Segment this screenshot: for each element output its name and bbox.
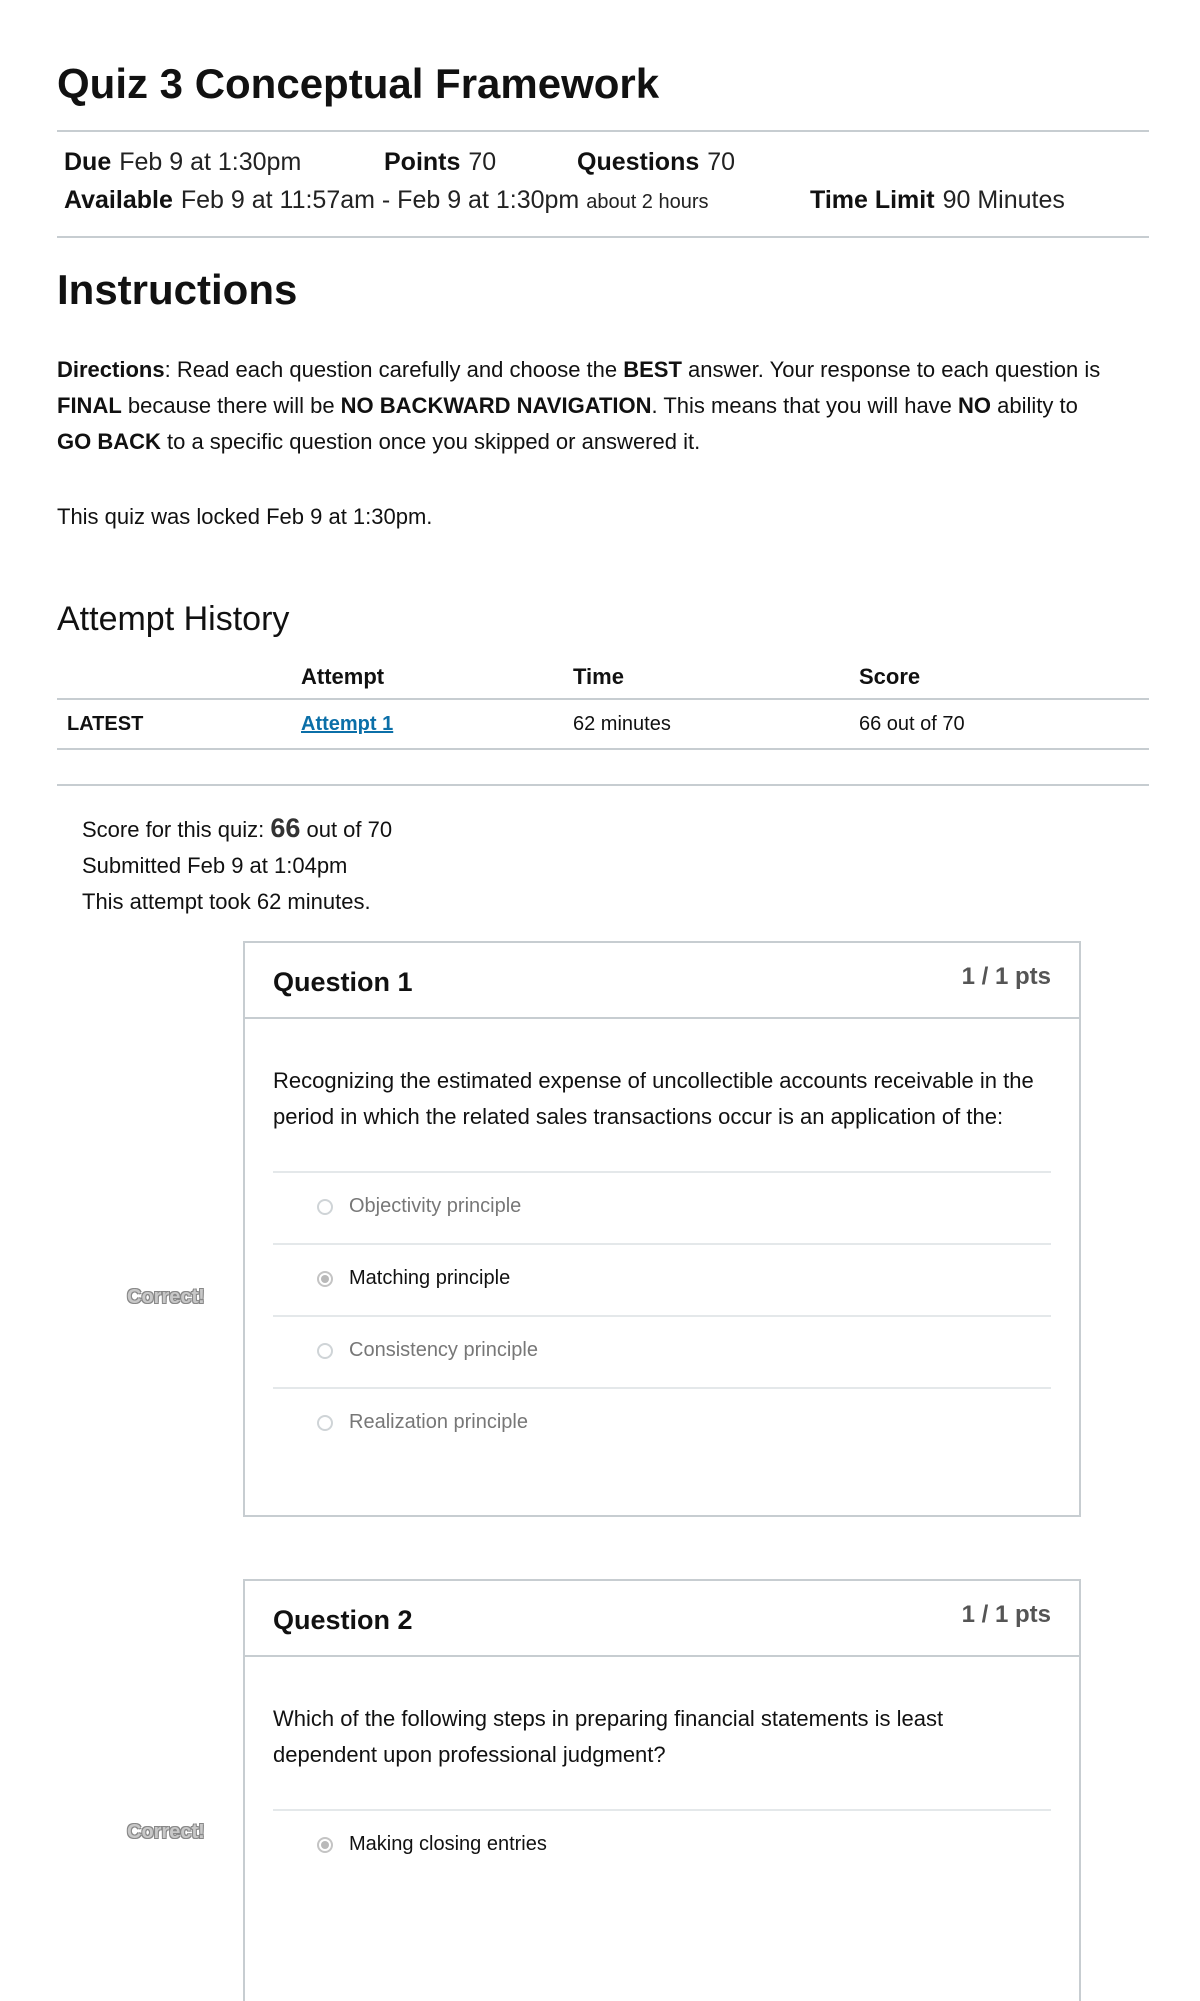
radio-button[interactable]: [317, 1415, 333, 1431]
correct-answer-tag: Correct!: [127, 1280, 243, 1315]
answer-label: Realization principle: [349, 1411, 528, 1433]
radio-button-selected[interactable]: [317, 1837, 333, 1853]
directions-emphasis: NO BACKWARD NAVIGATION: [340, 393, 652, 418]
divider: [57, 130, 1149, 132]
questions-value: 70: [707, 148, 736, 176]
time-cell: 62 minutes: [563, 699, 849, 749]
column-header: Attempt: [291, 656, 563, 699]
instructions-heading: Instructions: [57, 266, 298, 313]
points-meta: [384, 148, 496, 177]
time-limit-label: Time Limit: [810, 186, 935, 214]
directions-text: [57, 352, 1117, 460]
answer-label: Making closing entries: [349, 1833, 547, 1855]
divider: [57, 784, 1149, 786]
answer-option[interactable]: [273, 1315, 1051, 1387]
table-header-row: [57, 656, 1149, 699]
attempt-duration: This attempt took 62 minutes.: [82, 889, 371, 914]
answer-list: [273, 1809, 1051, 1881]
radio-button[interactable]: [317, 1199, 333, 1215]
question-header: [245, 943, 1079, 1019]
directions-text-part: ability to: [991, 393, 1078, 418]
score-line: [82, 810, 392, 848]
time-limit-meta: [810, 186, 1065, 215]
radio-button-selected[interactable]: [317, 1271, 333, 1287]
correct-answer-tag: Correct!: [127, 1815, 243, 1850]
score-summary: [82, 810, 392, 920]
directions-emphasis: FINAL: [57, 393, 122, 418]
answer-option-selected[interactable]: [273, 1243, 1051, 1315]
question-header: [245, 1581, 1079, 1657]
score-value: 66: [270, 813, 301, 843]
attempt-1-link[interactable]: Attempt 1: [301, 712, 394, 735]
score-cell: 66 out of 70: [849, 699, 1149, 749]
submitted-time: Submitted Feb 9 at 1:04pm: [82, 853, 348, 878]
question-points: 1 / 1 pts: [961, 1601, 1051, 1628]
directions-text-part: because there will be: [121, 393, 341, 418]
answer-label: Matching principle: [349, 1267, 511, 1289]
directions-label: Directions: [57, 357, 165, 382]
directions-emphasis: NO: [958, 393, 992, 418]
question-card: [243, 941, 1081, 1517]
question-text: Recognizing the estimated expense of uncollectible accounts receivable in the period in which the related sales transactions occur is an application of the:: [273, 1068, 1034, 1129]
points-label: Points: [384, 148, 461, 176]
question-points: 1 / 1 pts: [961, 963, 1051, 990]
directions-text-part: : Read each question carefully and choose the: [164, 357, 624, 382]
score-prefix: Score for this quiz:: [82, 817, 271, 842]
questions-meta: [577, 148, 735, 177]
due-value: Feb 9 at 1:30pm: [119, 148, 302, 176]
directions-emphasis: GO BACK: [57, 429, 161, 454]
radio-button[interactable]: [317, 1343, 333, 1359]
quiz-meta-row-1: [64, 148, 301, 177]
column-header: Score: [849, 656, 1149, 699]
answer-option-selected[interactable]: [273, 1809, 1051, 1881]
directions-text-part: to a specific question once you skipped or answered it.: [160, 429, 701, 454]
attempt-history-table: [57, 656, 1149, 750]
column-header: Time: [563, 656, 849, 699]
directions-emphasis: BEST: [623, 357, 682, 382]
available-note: about 2 hours: [586, 191, 709, 213]
due-label: Due: [64, 148, 112, 176]
available-meta: [64, 186, 709, 215]
answer-label: Consistency principle: [349, 1339, 538, 1361]
points-value: 70: [468, 148, 497, 176]
available-value: Feb 9 at 11:57am - Feb 9 at 1:30pm: [180, 186, 580, 214]
question-text: Which of the following steps in preparing financial statements is least dependent upon professional judgment?: [273, 1706, 944, 1767]
questions-label: Questions: [577, 148, 700, 176]
attempt-history-heading: Attempt History: [57, 600, 290, 638]
table-row: [57, 699, 1149, 749]
column-header: [57, 656, 291, 699]
available-label: Available: [64, 186, 173, 214]
directions-text-part: answer. Your response to each question is: [681, 357, 1101, 382]
locked-notice: This quiz was locked Feb 9 at 1:30pm.: [57, 504, 433, 529]
question-card: [243, 1579, 1081, 2001]
attempt-cell: [291, 699, 563, 749]
score-suffix: out of 70: [300, 817, 393, 842]
answer-option[interactable]: [273, 1171, 1051, 1243]
page-title: Quiz 3 Conceptual Framework: [57, 60, 660, 107]
question-title: Question 1: [273, 967, 413, 997]
answer-option[interactable]: [273, 1387, 1051, 1459]
divider: [57, 236, 1149, 238]
answer-list: [273, 1171, 1051, 1459]
latest-tag: LATEST: [57, 699, 291, 749]
time-limit-value: 90 Minutes: [942, 186, 1065, 214]
answer-label: Objectivity principle: [349, 1195, 522, 1217]
question-title: Question 2: [273, 1605, 413, 1635]
directions-text-part: . This means that you will have: [651, 393, 959, 418]
